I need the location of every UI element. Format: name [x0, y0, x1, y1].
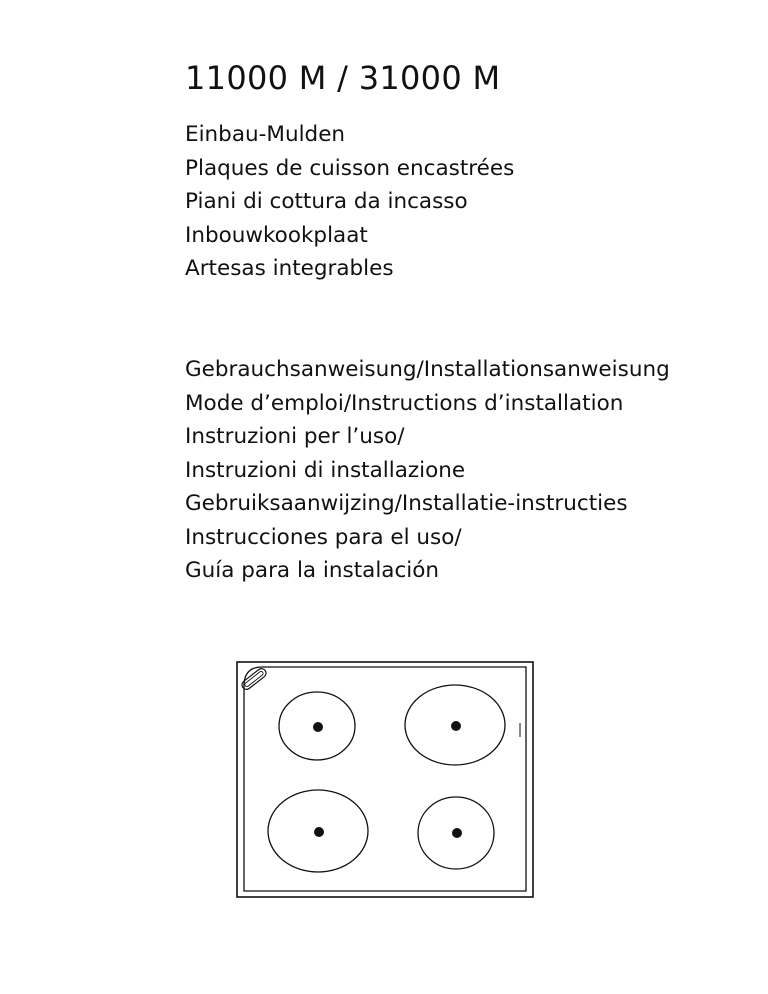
manual-type-spanish-use: Instrucciones para el uso/ — [185, 524, 462, 550]
manual-type-spanish-install: Guía para la instalación — [185, 558, 440, 583]
manual-type-dutch: Gebruiksaanwijzing/Installatie-instructies — [185, 491, 628, 516]
cooktop-outer-frame — [237, 662, 533, 897]
burner-rear-right — [405, 685, 505, 765]
burner-rear-left — [279, 692, 355, 760]
product-type-italian: Piani di cottura da incasso — [185, 189, 468, 214]
burner-front-left — [268, 790, 368, 872]
product-type-french: Plaques de cuisson encastrées — [185, 155, 515, 181]
burner-front-right — [418, 797, 494, 869]
manual-type-list — [185, 353, 670, 588]
product-type-spanish: Artesas integrables — [185, 256, 394, 281]
product-type-list — [185, 118, 514, 286]
product-type-dutch: Inbouwkookplaat — [185, 222, 368, 248]
page-title: 11000 M / 31000 M — [185, 59, 501, 97]
manual-type-italian-use: Instruzioni per l’uso/ — [185, 424, 405, 449]
manual-type-italian-install: Instruzioni di installazione — [185, 457, 466, 483]
cooktop-icon — [236, 661, 534, 898]
manual-type-german: Gebrauchsanweisung/Installationsanweisung — [185, 357, 670, 382]
manual-type-french: Mode d’emploi/Instructions d’installation — [185, 390, 624, 416]
product-type-german: Einbau-Mulden — [185, 122, 346, 147]
